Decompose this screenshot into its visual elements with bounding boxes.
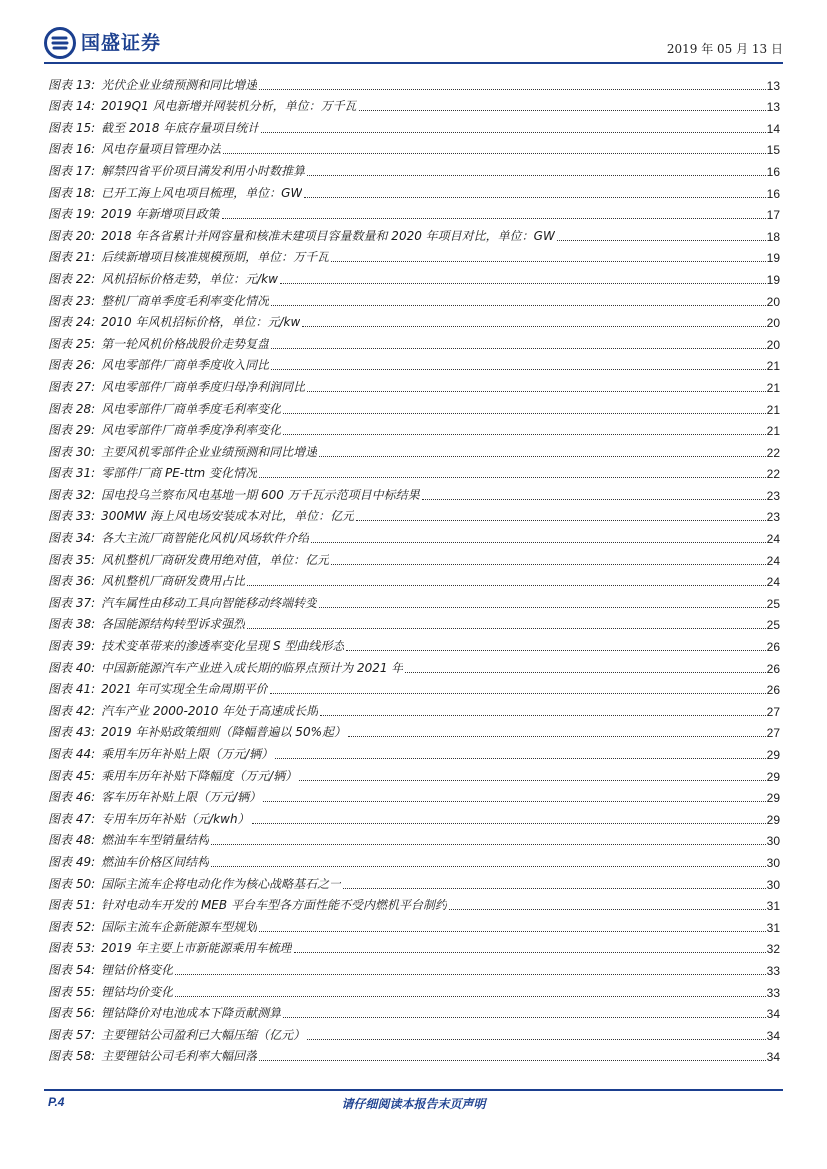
toc-entry-label: 图表 35: bbox=[48, 552, 96, 567]
toc-leader-dots bbox=[449, 908, 766, 910]
toc-entry-page: 15 bbox=[766, 143, 780, 158]
toc-entry-page: 29 bbox=[766, 748, 780, 762]
toc-leader-dots bbox=[320, 714, 765, 716]
toc-leader-dots bbox=[299, 779, 765, 781]
toc-entry-label: 图表 16: bbox=[48, 142, 96, 157]
toc-entry[interactable] bbox=[48, 805, 780, 827]
toc-leader-dots bbox=[259, 476, 766, 478]
toc-entry[interactable] bbox=[48, 93, 780, 115]
toc-leader-dots bbox=[356, 519, 766, 521]
toc-leader-dots bbox=[302, 325, 765, 327]
toc-entry-title: 国电投乌兰察布风电基地一期 600 万千瓦示范项目中标结果 bbox=[101, 487, 420, 502]
toc-entry-title: 已开工海上风电项目梳理，单位：GW bbox=[101, 185, 303, 200]
toc-entry[interactable] bbox=[48, 330, 780, 352]
toc-entry-label: 图表 38: bbox=[48, 617, 96, 632]
toc-leader-dots bbox=[307, 174, 765, 176]
toc-leader-dots bbox=[271, 347, 765, 349]
toc-entry-title: 风机招标价格走势，单位：元/kw bbox=[101, 271, 278, 286]
toc-entry-page: 18 bbox=[766, 229, 780, 244]
toc-entry-label: 图表 52: bbox=[48, 919, 96, 934]
toc-entry-page: 26 bbox=[766, 683, 780, 698]
toc-entry-title: 国际主流车企将电动化作为核心战略基石之一 bbox=[101, 876, 342, 891]
toc-entry-page: 34 bbox=[766, 1028, 780, 1043]
toc-entry[interactable] bbox=[48, 265, 780, 287]
toc-entry-label: 图表 32: bbox=[48, 487, 96, 502]
toc-leader-dots bbox=[348, 735, 766, 737]
toc-entry[interactable] bbox=[48, 892, 780, 914]
toc-leader-dots bbox=[311, 541, 765, 543]
toc-entry-label: 图表 18: bbox=[48, 185, 96, 200]
toc-entry-page: 22 bbox=[766, 445, 780, 460]
toc-entry-page: 29 bbox=[766, 769, 780, 784]
toc-entry-title: 汽车属性由移动工具向智能移动终端转变 bbox=[101, 595, 318, 610]
toc-entry[interactable] bbox=[48, 568, 780, 590]
toc-leader-dots bbox=[175, 995, 765, 997]
toc-entry[interactable] bbox=[48, 114, 780, 136]
toc-entry-label: 图表 37: bbox=[48, 595, 96, 610]
toc-leader-dots bbox=[557, 239, 766, 241]
toc-entry-page: 30 bbox=[766, 855, 780, 870]
toc-entry-page: 34 bbox=[766, 1007, 780, 1022]
toc-entry-page: 20 bbox=[766, 294, 780, 309]
toc-entry-title: 主要风机零部件企业业绩预测和同比增速 bbox=[101, 444, 318, 459]
toc-entry-page: 26 bbox=[766, 640, 780, 655]
toc-leader-dots bbox=[271, 368, 765, 370]
toc-leader-dots bbox=[280, 282, 766, 284]
toc-entry-page: 21 bbox=[766, 380, 780, 395]
toc-entry-page: 26 bbox=[766, 661, 780, 676]
toc-entry-label: 图表 54: bbox=[48, 962, 96, 977]
toc-entry-label: 图表 58: bbox=[48, 1049, 96, 1064]
toc-leader-dots bbox=[259, 88, 765, 90]
toc-entry-page: 33 bbox=[766, 985, 780, 1000]
toc-entry-title: 针对电动车开发的 MEB 平台车型各方面性能不受内燃机平台制约 bbox=[101, 898, 447, 913]
toc-entry-label: 图表 14: bbox=[48, 99, 96, 114]
toc-entry-title: 2010 年风机招标价格，单位：元/kw bbox=[101, 315, 301, 330]
toc-leader-dots bbox=[283, 433, 765, 435]
toc-entry[interactable] bbox=[48, 244, 780, 266]
toc-entry-label: 图表 44: bbox=[48, 747, 96, 761]
toc-entry-label: 图表 39: bbox=[48, 639, 96, 654]
toc-entry-label: 图表 46: bbox=[48, 790, 96, 805]
toc-entry-label: 图表 20: bbox=[48, 228, 96, 243]
toc-entry-page: 17 bbox=[766, 208, 780, 223]
toc-entry-label: 图表 49: bbox=[48, 854, 96, 869]
toc-entry-page: 16 bbox=[766, 164, 780, 179]
toc-entry-label: 图表 53: bbox=[48, 941, 96, 956]
toc-entry-page: 30 bbox=[766, 877, 780, 892]
toc-entry-title: 燃油车价格区间结构 bbox=[101, 854, 210, 869]
toc-entry[interactable] bbox=[48, 935, 780, 957]
toc-leader-dots bbox=[223, 152, 765, 154]
footer-divider bbox=[44, 1089, 783, 1091]
toc-leader-dots bbox=[263, 800, 765, 802]
report-date: 2019 年 05 月 13 日 bbox=[666, 42, 783, 56]
toc-entry-title: 2019Q1 风电新增并网装机分析，单位：万千瓦 bbox=[101, 99, 357, 114]
toc-entry-page: 27 bbox=[766, 726, 780, 741]
toc-entry-label: 图表 17: bbox=[48, 163, 96, 178]
toc-leader-dots bbox=[405, 671, 765, 673]
toc-leader-dots bbox=[331, 563, 765, 565]
toc-entry-page: 29 bbox=[766, 812, 780, 827]
toc-entry[interactable] bbox=[48, 503, 780, 525]
toc-entry[interactable] bbox=[48, 589, 780, 611]
toc-entry[interactable] bbox=[48, 956, 780, 978]
toc-entry-page: 23 bbox=[766, 510, 780, 525]
toc-entry-title: 主要锂钴公司盈利已大幅压缩（亿元） bbox=[101, 1027, 306, 1042]
toc-leader-dots bbox=[222, 217, 766, 219]
toc-entry-label: 图表 23: bbox=[48, 293, 96, 308]
toc-entry-title: 300MW 海上风电场安装成本对比，单位：亿元 bbox=[101, 509, 355, 524]
toc-entry-page: 20 bbox=[766, 316, 780, 331]
toc-entry[interactable] bbox=[48, 524, 780, 546]
toc-entry[interactable] bbox=[48, 460, 780, 482]
toc-leader-dots bbox=[422, 498, 766, 500]
toc-entry-title: 2021 年可实现全生命周期平价 bbox=[101, 682, 268, 697]
toc-entry-title: 整机厂商单季度毛利率变化情况 bbox=[101, 293, 270, 308]
toc-leader-dots bbox=[261, 131, 765, 133]
disclaimer-note: 请仔细阅读本报告末页声明 bbox=[341, 1097, 486, 1111]
toc-entry[interactable] bbox=[48, 287, 780, 309]
toc-entry-title: 光伏企业业绩预测和同比增速 bbox=[101, 77, 258, 92]
toc-entry[interactable] bbox=[48, 762, 780, 784]
toc-entry-label: 图表 21: bbox=[48, 250, 96, 265]
toc-entry-page: 30 bbox=[766, 834, 780, 849]
toc-entry-page: 21 bbox=[766, 402, 780, 417]
toc-entry-page: 14 bbox=[766, 121, 780, 136]
toc-entry-title: 各大主流厂商智能化风机/风场软件介绍 bbox=[101, 531, 310, 546]
toc-entry-title: 2019 年补贴政策细则（降幅普遍以 50%起） bbox=[101, 725, 346, 740]
toc-entry-title: 专用车历年补贴（元/kwh） bbox=[101, 811, 250, 826]
toc-entry-label: 图表 28: bbox=[48, 401, 96, 416]
toc-leader-dots bbox=[359, 109, 766, 111]
toc-entry-label: 图表 50: bbox=[48, 876, 96, 891]
toc-entry-page: 24 bbox=[766, 575, 780, 590]
toc-entry-label: 图表 57: bbox=[48, 1027, 96, 1042]
toc-entry[interactable] bbox=[48, 546, 780, 568]
toc-entry[interactable] bbox=[48, 1000, 780, 1022]
toc-entry[interactable] bbox=[48, 676, 780, 698]
toc-entry-page: 21 bbox=[766, 359, 780, 374]
toc-entry[interactable] bbox=[48, 373, 780, 395]
toc-entry-page: 20 bbox=[766, 337, 780, 352]
toc-entry-title: 技术变革带来的渗透率变化呈现 S 型曲线形态 bbox=[101, 639, 345, 654]
toc-entry-label: 图表 31: bbox=[48, 466, 96, 481]
toc-entry-title: 风电零部件厂商单季度归母净利润同比 bbox=[101, 379, 306, 394]
toc-leader-dots bbox=[294, 951, 766, 953]
toc-entry-page: 19 bbox=[766, 251, 780, 266]
toc-entry-title: 零部件厂商 PE-ttm 变化情况 bbox=[101, 466, 258, 481]
toc-entry-label: 图表 47: bbox=[48, 811, 96, 826]
toc-entry-label: 图表 26: bbox=[48, 358, 96, 373]
toc-entry-label: 图表 43: bbox=[48, 725, 96, 740]
page-header bbox=[0, 0, 827, 66]
toc-entry-page: 24 bbox=[766, 532, 780, 547]
toc-entry-label: 图表 15: bbox=[48, 120, 96, 135]
toc-entry[interactable] bbox=[48, 870, 780, 892]
toc-entry-title: 锂钴价格变化 bbox=[101, 962, 174, 977]
brand-name: 国盛证券 bbox=[81, 32, 162, 54]
toc-entry-title: 后续新增项目核准规模预期，单位：万千瓦 bbox=[101, 250, 330, 265]
toc-entry-label: 图表 24: bbox=[48, 315, 96, 330]
toc-entry-title: 中国新能源汽车产业进入成长期的临界点预计为 2021 年 bbox=[101, 660, 404, 675]
toc-entry[interactable] bbox=[48, 1043, 780, 1065]
toc-entry-title: 2018 年各省累计并网容量和核准未建项目容量数量和 2020 年项目对比，单位：GW bbox=[101, 228, 555, 243]
toc-entry[interactable] bbox=[48, 654, 780, 676]
toc-entry-title: 风机整机厂商研发费用绝对值，单位：亿元 bbox=[101, 552, 330, 567]
toc-entry[interactable] bbox=[48, 395, 780, 417]
toc-leader-dots bbox=[259, 1059, 765, 1061]
toc-entry[interactable] bbox=[48, 913, 780, 935]
toc-entry-label: 图表 33: bbox=[48, 509, 96, 524]
toc-entry-page: 25 bbox=[766, 596, 780, 611]
toc-entry-label: 图表 25: bbox=[48, 336, 96, 351]
guosheng-logo-icon bbox=[44, 27, 76, 59]
toc-entry[interactable] bbox=[48, 481, 780, 503]
toc-leader-dots bbox=[259, 930, 765, 932]
toc-entry-page: 13 bbox=[766, 100, 780, 115]
toc-entry-label: 图表 36: bbox=[48, 574, 96, 589]
toc-entry-label: 图表 40: bbox=[48, 660, 96, 675]
toc-leader-dots bbox=[307, 1038, 765, 1040]
toc-entry-page: 31 bbox=[766, 899, 780, 914]
brand-logo bbox=[44, 26, 161, 60]
toc-entry-title: 乘用车历年补贴上限（万元/辆） bbox=[101, 747, 274, 761]
toc-entry[interactable] bbox=[48, 222, 780, 244]
toc-entry[interactable] bbox=[48, 632, 780, 654]
toc-entry-title: 风电零部件厂商单季度净利率变化 bbox=[101, 423, 282, 438]
toc-entry-title: 第一轮风机价格战股价走势复盘 bbox=[101, 336, 270, 351]
toc-entry[interactable] bbox=[48, 309, 780, 331]
page-number: P.4 bbox=[48, 1095, 65, 1109]
toc-entry[interactable] bbox=[48, 1021, 780, 1043]
toc-entry[interactable] bbox=[48, 719, 780, 741]
toc-entry-page: 34 bbox=[766, 1050, 780, 1065]
toc-entry-title: 客车历年补贴上限（万元/辆） bbox=[101, 790, 262, 805]
toc-entry-page: 24 bbox=[766, 553, 780, 568]
toc-entry-page: 13 bbox=[766, 78, 780, 93]
toc-leader-dots bbox=[343, 887, 765, 889]
toc-entry-page: 31 bbox=[766, 920, 780, 935]
figure-index-list bbox=[48, 71, 780, 1064]
toc-entry[interactable] bbox=[48, 71, 780, 93]
toc-entry-label: 图表 34: bbox=[48, 531, 96, 546]
toc-entry[interactable] bbox=[48, 784, 780, 806]
toc-entry-title: 国际主流车企新能源车型规划 bbox=[101, 919, 258, 934]
toc-leader-dots bbox=[319, 606, 765, 608]
toc-leader-dots bbox=[275, 757, 765, 759]
toc-entry-page: 32 bbox=[766, 942, 780, 957]
toc-leader-dots bbox=[271, 304, 765, 306]
toc-entry[interactable] bbox=[48, 201, 780, 223]
toc-entry-title: 风电存量项目管理办法 bbox=[101, 142, 222, 157]
toc-entry-title: 汽车产业 2000-2010 年处于高速成长期 bbox=[101, 703, 319, 718]
toc-entry-page: 29 bbox=[766, 791, 780, 806]
toc-entry-page: 27 bbox=[766, 704, 780, 719]
toc-entry-label: 图表 13: bbox=[48, 77, 96, 92]
toc-entry[interactable] bbox=[48, 611, 780, 633]
toc-leader-dots bbox=[331, 260, 765, 262]
toc-entry-title: 风电零部件厂商单季度收入同比 bbox=[101, 358, 270, 373]
toc-entry[interactable] bbox=[48, 697, 780, 719]
toc-leader-dots bbox=[211, 843, 765, 845]
toc-entry-label: 图表 55: bbox=[48, 984, 96, 999]
toc-entry-label: 图表 41: bbox=[48, 682, 96, 697]
toc-entry[interactable] bbox=[48, 438, 780, 460]
toc-entry-label: 图表 51: bbox=[48, 898, 96, 913]
header-divider bbox=[44, 62, 783, 64]
toc-entry-label: 图表 19: bbox=[48, 207, 96, 222]
toc-entry[interactable] bbox=[48, 157, 780, 179]
toc-entry-label: 图表 45: bbox=[48, 768, 96, 783]
toc-entry-label: 图表 22: bbox=[48, 271, 96, 286]
toc-leader-dots bbox=[270, 692, 766, 694]
toc-entry-page: 25 bbox=[766, 618, 780, 633]
toc-entry[interactable] bbox=[48, 827, 780, 849]
toc-leader-dots bbox=[319, 455, 765, 457]
toc-entry-label: 图表 56: bbox=[48, 1006, 96, 1021]
toc-entry-label: 图表 29: bbox=[48, 423, 96, 438]
toc-entry-page: 16 bbox=[766, 186, 780, 201]
toc-leader-dots bbox=[247, 584, 765, 586]
toc-entry-title: 风机整机厂商研发费用占比 bbox=[101, 574, 246, 589]
toc-entry-label: 图表 48: bbox=[48, 833, 96, 848]
toc-entry-title: 主要锂钴公司毛利率大幅回落 bbox=[101, 1049, 258, 1064]
toc-entry[interactable] bbox=[48, 179, 780, 201]
toc-entry-label: 图表 42: bbox=[48, 703, 96, 718]
toc-leader-dots bbox=[307, 390, 765, 392]
toc-leader-dots bbox=[252, 822, 766, 824]
toc-entry-label: 图表 27: bbox=[48, 379, 96, 394]
toc-entry-page: 22 bbox=[766, 467, 780, 482]
toc-entry-title: 锂钴降价对电池成本下降贡献测算 bbox=[101, 1006, 282, 1021]
toc-entry-title: 2019 年新增项目政策 bbox=[101, 207, 220, 222]
toc-leader-dots bbox=[283, 412, 765, 414]
toc-entry-title: 各国能源结构转型诉求强烈 bbox=[101, 617, 246, 632]
toc-entry[interactable] bbox=[48, 848, 780, 870]
toc-entry[interactable] bbox=[48, 352, 780, 374]
toc-entry-title: 解禁四省平价项目满发利用小时数推算 bbox=[101, 163, 306, 178]
toc-leader-dots bbox=[247, 627, 765, 629]
toc-entry-title: 锂钴均价变化 bbox=[101, 984, 174, 999]
toc-entry-title: 风电零部件厂商单季度毛利率变化 bbox=[101, 401, 282, 416]
toc-entry-page: 21 bbox=[766, 424, 780, 439]
toc-entry[interactable] bbox=[48, 136, 780, 158]
toc-leader-dots bbox=[283, 1016, 765, 1018]
toc-entry-page: 33 bbox=[766, 963, 780, 978]
toc-entry-page: 19 bbox=[766, 272, 780, 287]
toc-leader-dots bbox=[346, 649, 765, 651]
toc-entry[interactable] bbox=[48, 417, 780, 439]
toc-leader-dots bbox=[211, 865, 765, 867]
toc-leader-dots bbox=[175, 973, 765, 975]
toc-leader-dots bbox=[304, 196, 765, 198]
toc-entry[interactable] bbox=[48, 978, 780, 1000]
toc-entry-title: 燃油车车型销量结构 bbox=[101, 833, 210, 848]
toc-entry-label: 图表 30: bbox=[48, 444, 96, 459]
toc-entry-title: 2019 年主要上市新能源乘用车梳理 bbox=[101, 941, 292, 956]
toc-entry-title: 乘用车历年补贴下降幅度（万元/辆） bbox=[101, 768, 298, 783]
toc-entry-page: 23 bbox=[766, 488, 780, 503]
toc-entry-title: 截至 2018 年底存量项目统计 bbox=[101, 120, 260, 135]
toc-entry[interactable] bbox=[48, 740, 780, 762]
